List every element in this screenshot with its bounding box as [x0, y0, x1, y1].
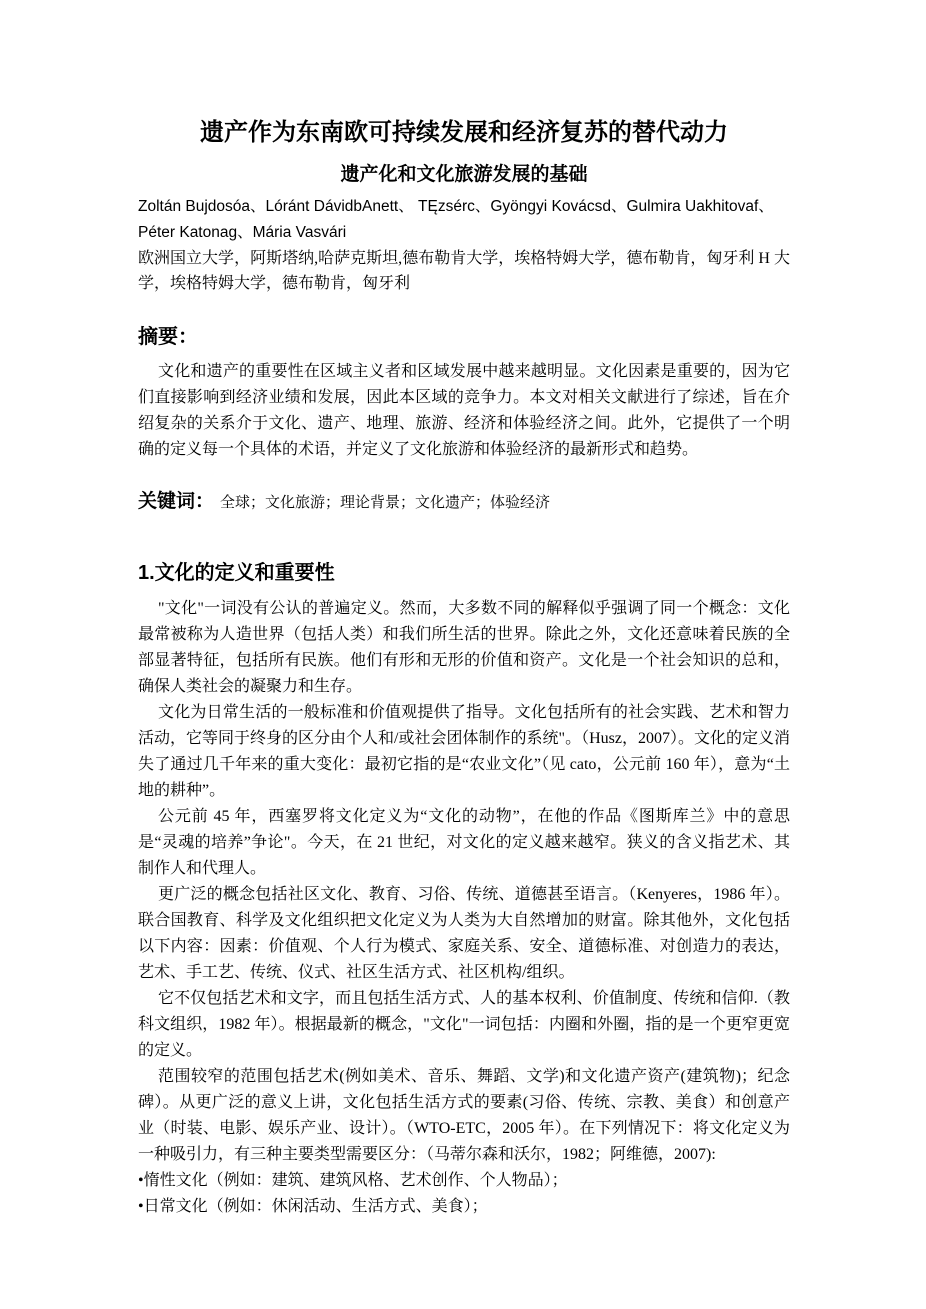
keywords-heading: 关键词： — [138, 491, 215, 512]
keywords-line — [138, 489, 790, 516]
paper-subtitle: 遗产化和文化旅游发展的基础 — [340, 164, 588, 185]
bullet-item: •日常文化（例如：休闲活动、生活方式、美食）； — [138, 1198, 488, 1215]
section-1-paragraph: 它不仅包括艺术和文字，而且包括生活方式、人的基本权利、价值制度、传统和信仰.（教科文组织，1982 年）。根据最新的概念，"文化"一词包括：内圈和外圈，指的是一个更窄更宽的定义。 — [138, 990, 790, 1059]
keywords-text: 全球；文化旅游；理论背景；文化遗产；体验经济 — [220, 495, 551, 511]
section-1-paragraph: 范围较窄的范围包括艺术(例如美术、音乐、舞蹈、文学)和文化遗产资产(建筑物)；纪念碑）。从更广泛的意义上讲，文化包括生活方式的要素(习俗、传统、宗教、美食）和创意产业（时装、电影、娱乐产业、设计）。（WTO-ETC，2005 年）。在下列情况下：将文化定义为一种吸引力，有三种主要类型需要区分：（马蒂尔森和沃尔，1982；阿维德，2007): — [138, 1068, 790, 1163]
abstract-text: 文化和遗产的重要性在区域主义者和区域发展中越来越明显。文化因素是重要的，因为它们直接影响到经济业绩和发展，因此本区域的竞争力。本文对相关文献进行了综述，旨在介绍复杂的关系介于文化、遗产、地理、旅游、经济和体验经济之间。此外，它提供了一个明确的定义每一个具体的术语，并定义了文化旅游和体验经济的最新形式和趋势。 — [138, 363, 790, 458]
abstract-heading: 摘要： — [138, 326, 198, 348]
section-1-paragraph: 公元前 45 年，西塞罗将文化定义为“文化的动物”，在他的作品《图斯库兰》中的意思是“灵魂的培养”争论"。今天，在 21 世纪，对文化的定义越来越窄。狭义的含义指艺术、其制作人和代理人。 — [138, 808, 790, 877]
paper-title: 遗产作为东南欧可持续发展和经济复苏的替代动力 — [200, 119, 728, 146]
authors-line: Zoltán Bujdosóa、Lóránt DávidbAnett、 TĘzsérc、Gyöngyi Kovácsd、Gulmira Uakhitovaf、Péter Katonag、Mária Vasvári — [138, 198, 774, 241]
affiliation-line: 欧洲国立大学，阿斯塔纳,哈萨克斯坦,德布勒肯大学，埃格特姆大学，德布勒肯，匈牙利 H 大学，埃格特姆大学，德布勒肯，匈牙利 — [138, 250, 790, 292]
bullet-item: •惰性文化（例如：建筑、建筑风格、艺术创作、个人物品）； — [138, 1172, 568, 1189]
section-1-paragraph: 文化为日常生活的一般标准和价值观提供了指导。文化包括所有的社会实践、艺术和智力活动，它等同于终身的区分由个人和/或社会团体制作的系统"。（Husz，2007）。文化的定义消失了通过几千年来的重大变化：最初它指的是“农业文化”（见 cato，公元前 160 年），意为“土地的耕种”。 — [138, 704, 790, 799]
document-content — [138, 118, 790, 1220]
section-1-paragraph: "文化"一词没有公认的普遍定义。然而，大多数不同的解释似乎强调了同一个概念：文化最常被称为人造世界（包括人类）和我们所生活的世界。除此之外，文化还意味着民族的全部显著特征，包括所有民族。他们有形和无形的价值和资产。文化是一个社会知识的总和，确保人类社会的凝聚力和生存。 — [138, 600, 790, 695]
section-1-heading: 1.文化的定义和重要性 — [138, 562, 335, 584]
section-1-paragraph: 更广泛的概念包括社区文化、教育、习俗、传统、道德甚至语言。（Kenyeres，1986 年）。联合国教育、科学及文化组织把文化定义为人类为大自然增加的财富。除其他外，文化包括以下内容：因素：价值观、个人行为模式、家庭关系、安全、道德标准、对创造力的表达，艺术、手工艺、传统、仪式、社区生活方式、社区机构/组织。 — [138, 886, 790, 981]
